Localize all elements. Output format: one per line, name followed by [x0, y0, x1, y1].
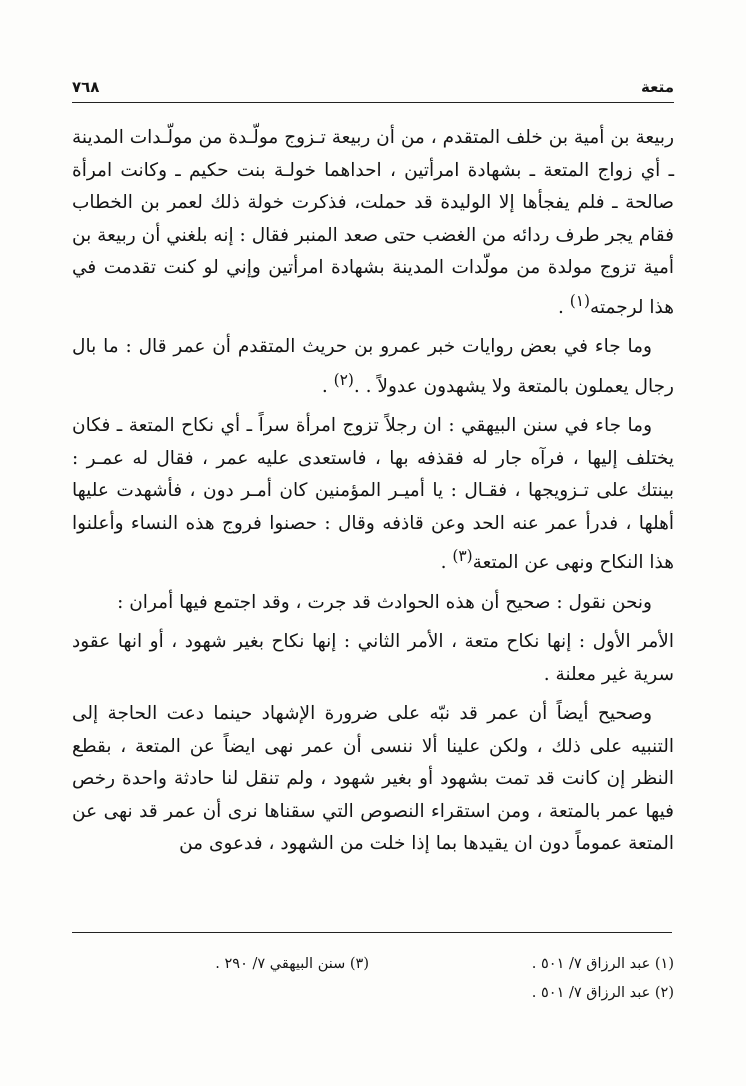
paragraph-2-end: . [321, 375, 334, 397]
paragraph-3-text: وما جاء في سنن البيهقي : ان رجلاً تزوج امرأة سراً ـ أي نكاح المتعة ـ فكان يختلف إليها ، فرآه جار له فقذفه بها ، فاستعدى عليه عمر ، فقال له عمـر : بينتك على تـزويجها ، فقـال : يا أميـر المؤمنين كان أمـر دون ، فأشهدت عليها أهلها ، فدرأ عمر عنه الحد وعن قاذفه وقال : حصنوا فروج هذه النساء وأعلنوا هذا النكاح ونهى عن المتعة [72, 415, 674, 574]
paragraph-1-text: ربيعة بن أمية بن خلف المتقدم ، من أن ربيعة تـزوج مولّـدة من مولّـدات المدينة ـ أي زواج المتعة ـ بشهادة امرأتين ، احداهما خولـة بنت حكيم ـ وكانت امرأة صالحة ـ فلم يفجأها إلا الوليدة قد حملت، فذكرت خولة ذلك لعمر بن الخطاب فقام يجر طرف ردائه من الغضب حتى صعد المنبر فقال : إنه بلغني أن ربيعة بن أمية تزوج مولدة من مولّدات المدينة بشهادة امرأتين وإني لو كنت تقدمت في هذا لرجمته [72, 127, 674, 318]
page-number: ٧٦٨ [72, 78, 100, 96]
footnote-ref-3: (٣) [452, 547, 473, 566]
paragraph-1-end: . [557, 296, 570, 318]
paragraph-4: ونحن نقول : صحيح أن هذه الحوادث قد جرت ، وقد اجتمع فيها أمران : [117, 591, 652, 613]
footnote-ref-2: (٢) [333, 370, 354, 389]
paragraph-2-text: وما جاء في بعض روايات خبر عمرو بن حريث المتقدم أن عمر قال : ما بال رجال يعملون بالمتعة ولا يشهدون عدولاً . . [72, 336, 674, 397]
paragraph-3-end: . [440, 552, 453, 574]
main-text [72, 122, 674, 868]
footnote-divider [72, 932, 672, 933]
paragraph-3 [72, 410, 674, 580]
footnote-ref-1: (١) [569, 291, 591, 310]
running-header [72, 76, 674, 103]
footnote-3: (٣) سنن البيهقي ٧/ ٢٩٠ . [215, 956, 369, 972]
footnote-2: (٢) عبد الرزاق ٧/ ٥٠١ . [531, 985, 674, 1001]
paragraph-6: وصحيح أيضاً أن عمر قد نبّه على ضرورة الإشهاد حينما دعت الحاجة إلى التنبيه على ذلك ، ولكن علينا ألا ننسى أن عمر نهى ايضاً عن المتعة ، بقطع النظر إن كانت قد تمت بشهود أو بغير شهود ، ولم تنقل لنا حادثة واحدة رخص فيها عمر بالمتعة ، ومن استقراء النصوص التي سقناها نرى أن عمر قد نهى عن المتعة عموماً دون ان يقيدها بما إذا خلت من الشهود ، فدعوى من [72, 703, 674, 855]
paragraph-2 [72, 331, 674, 403]
footnote-1: (١) عبد الرزاق ٧/ ٥٠١ . [531, 956, 674, 972]
paragraph-1 [72, 122, 674, 324]
header-title: متعة [641, 78, 674, 96]
paragraph-5: الأمر الأول : إنها نكاح متعة ، الأمر الثاني : إنها نكاح بغير شهود ، أو انها عقود سرية غير معلنة . [72, 631, 674, 685]
